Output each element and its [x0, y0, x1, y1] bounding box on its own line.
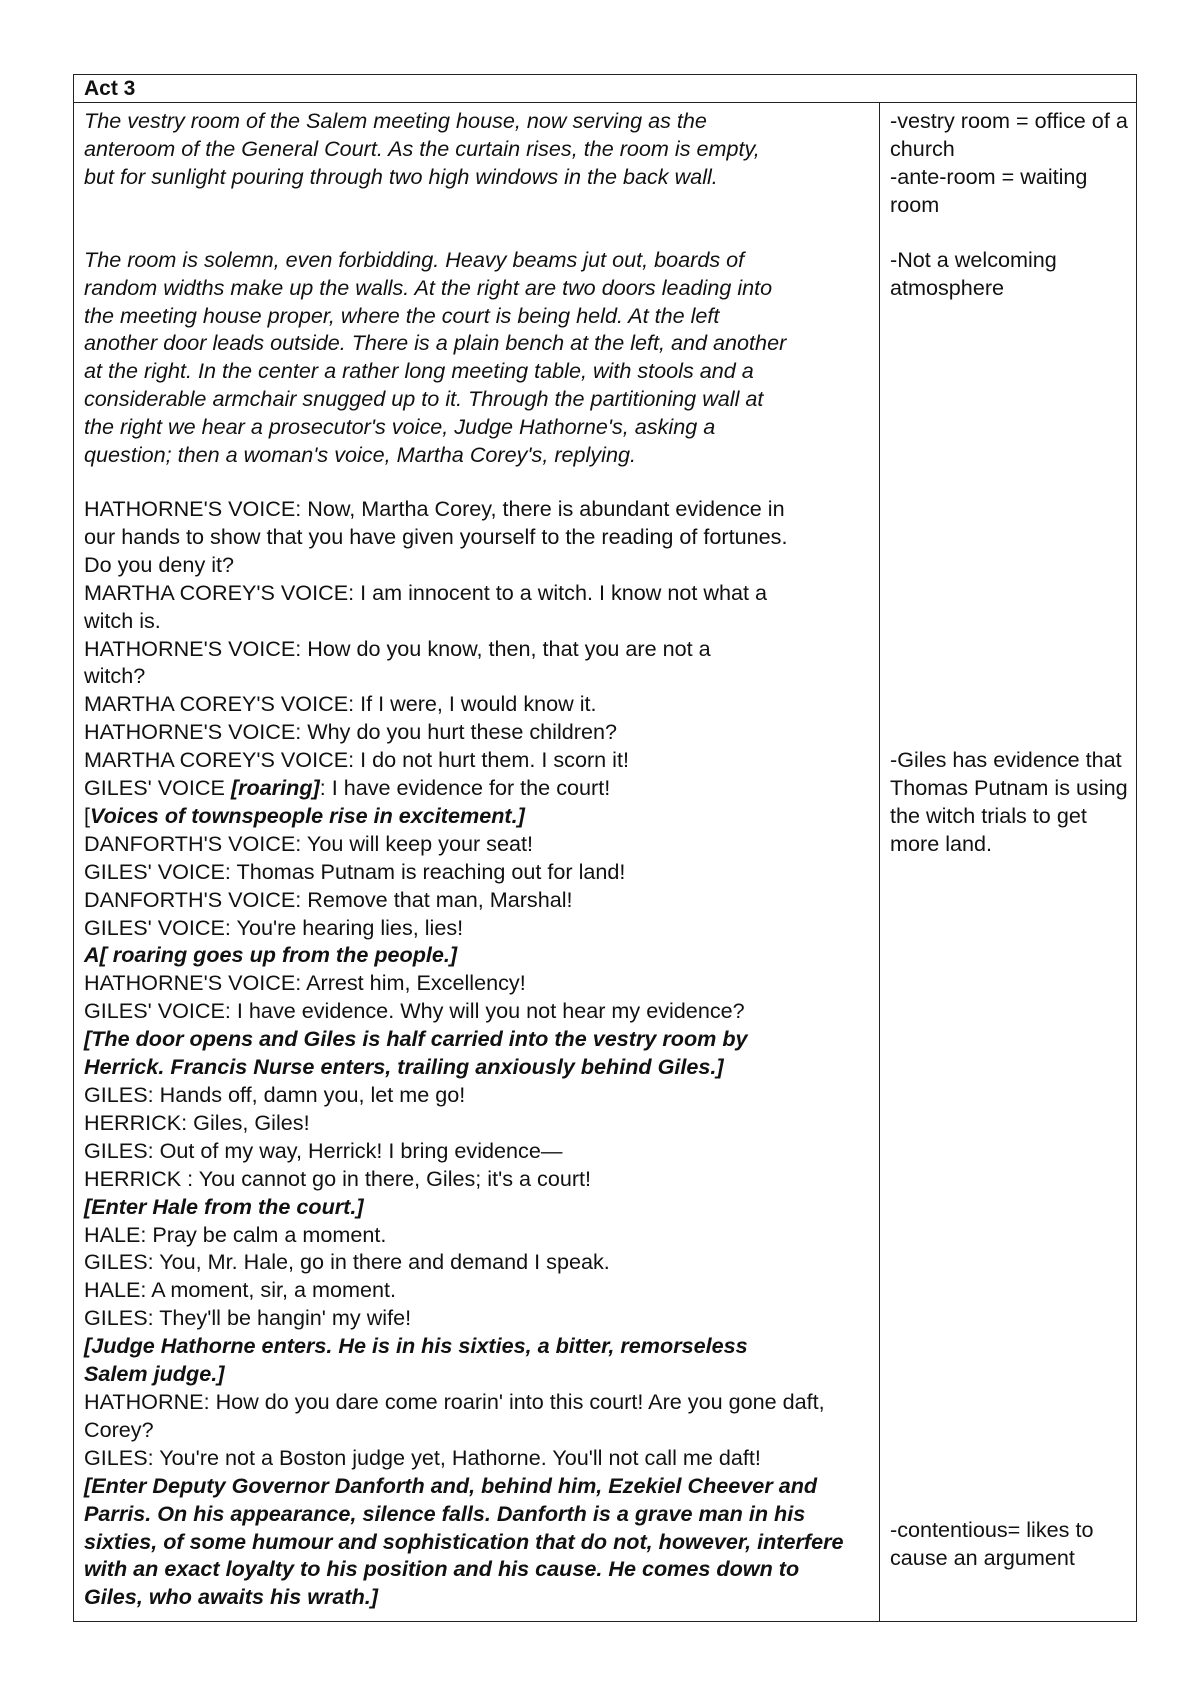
- note-line: -vestry room = office of a church: [890, 108, 1128, 161]
- dialogue-line: MARTHA COREY'S VOICE: If I were, I would know it.: [84, 691, 597, 717]
- dialogue-line: GILES: They'll be hangin' my wife!: [84, 1305, 412, 1331]
- stage-direction: A[ roaring goes up from the people.]: [84, 942, 458, 968]
- dialogue-line: HATHORNE'S VOICE: Arrest him, Excellency!: [84, 970, 526, 996]
- notes-column: [880, 103, 1136, 1621]
- table-body: [74, 103, 1136, 1621]
- dialogue-line: HATHORNE: How do you dare come roarin' into this court! Are you gone daft, Corey?: [84, 1388, 825, 1442]
- speaker: GILES' VOICE: [84, 775, 231, 801]
- dialogue-line: HERRICK : You cannot go in there, Giles; it's a court!: [84, 1165, 592, 1191]
- dialogue-line: GILES: You're not a Boston judge yet, Hathorne. You'll not call me daft!: [84, 1444, 761, 1470]
- dialogue-line: GILES: You, Mr. Hale, go in there and demand I speak.: [84, 1249, 610, 1275]
- dialogue-line: HERRICK: Giles, Giles!: [84, 1109, 310, 1135]
- bracket: [: [84, 802, 90, 828]
- stage-direction: [Judge Hathorne enters. He is in his sixties, a bitter, remorseless Salem judge.]: [84, 1333, 748, 1387]
- note-giles-evidence: -Giles has evidence that Thomas Putnam is using the witch trials to get more land.: [890, 747, 1128, 856]
- dialogue-line: MARTHA COREY'S VOICE: I am innocent to a witch. I know not what a witch is.: [84, 579, 767, 633]
- stage-direction-room: The room is solemn, even forbidding. Heavy beams jut out, boards of random widths make up the walls. At the right are two doors leading into the meeting house proper, where the court is being held. At the left another door leads outside. There is a plain bench at the left, and another at the right. In the center a rather long meeting table, with stools and a considerable armchair snugged up to it. Through the partitioning wall at the right we hear a prosecutor's voice, Judge Hathorne's, asking a question; then a woman's voice, Martha Corey's, replying.: [84, 246, 787, 468]
- dialogue-block: [84, 495, 871, 1611]
- dialogue-line: HALE: A moment, sir, a moment.: [84, 1277, 397, 1303]
- dialogue-line: MARTHA COREY'S VOICE: I do not hurt them. I scorn it!: [84, 747, 629, 773]
- dialogue-line: GILES' VOICE: You're hearing lies, lies!: [84, 914, 464, 940]
- dialogue-line: [84, 802, 871, 830]
- dialogue-line: HATHORNE'S VOICE: Now, Martha Corey, there is abundant evidence in our hands to show that you have given yourself to the reading of fortunes. Do you deny it?: [84, 495, 788, 577]
- dialogue-line: HATHORNE'S VOICE: Why do you hurt these children?: [84, 719, 617, 745]
- stage-direction: [Enter Hale from the court.]: [84, 1193, 364, 1219]
- note-contentious: -contentious= likes to cause an argument: [890, 1517, 1094, 1570]
- note-vestry: [890, 107, 1130, 219]
- act-table: [73, 74, 1137, 1622]
- dialogue-line: GILES' VOICE: Thomas Putnam is reaching out for land!: [84, 858, 626, 884]
- dialogue-line: HALE: Pray be calm a moment.: [84, 1221, 387, 1247]
- dialogue-line: [84, 774, 871, 802]
- dialogue-line: DANFORTH'S VOICE: Remove that man, Marshal!: [84, 886, 573, 912]
- stage-direction-setting: The vestry room of the Salem meeting house, now serving as the anteroom of the General Court. As the curtain rises, the room is empty, but for sunlight pouring through two high windows in the back wall.: [84, 108, 760, 189]
- dialogue-line: GILES' VOICE: I have evidence. Why will you not hear my evidence?: [84, 998, 745, 1024]
- stage-direction: [Enter Deputy Governor Danforth and, behind him, Ezekiel Cheever and Parris. On his appearance, silence falls. Danforth is a grave man in his sixties, of some humour and sophistication that do not, however, interfere with an exact loyalty to his position and his cause. He comes down to Giles, who awaits his wrath.]: [84, 1472, 844, 1610]
- dialogue-line: HATHORNE'S VOICE: How do you know, then, that you are not a witch?: [84, 635, 711, 689]
- dialogue-line: GILES: Hands off, damn you, let me go!: [84, 1082, 466, 1107]
- speech: : I have evidence for the court!: [319, 775, 611, 801]
- dialogue-line: GILES: Out of my way, Herrick! I bring evidence—: [84, 1137, 563, 1163]
- act-heading: Act 3: [74, 75, 1136, 103]
- stage-direction: Voices of townspeople rise in excitement.]: [90, 802, 525, 828]
- note-atmosphere: -Not a welcoming atmosphere: [890, 247, 1057, 300]
- dialogue-line: DANFORTH'S VOICE: You will keep your seat!: [84, 830, 533, 856]
- stage-direction: [roaring]: [230, 775, 320, 801]
- note-line: -ante-room = waiting room: [890, 163, 1088, 217]
- script-column: [74, 103, 880, 1621]
- stage-direction: [The door opens and Giles is half carried into the vestry room by Herrick. Francis Nurse enters, trailing anxiously behind Giles.]: [84, 1026, 748, 1080]
